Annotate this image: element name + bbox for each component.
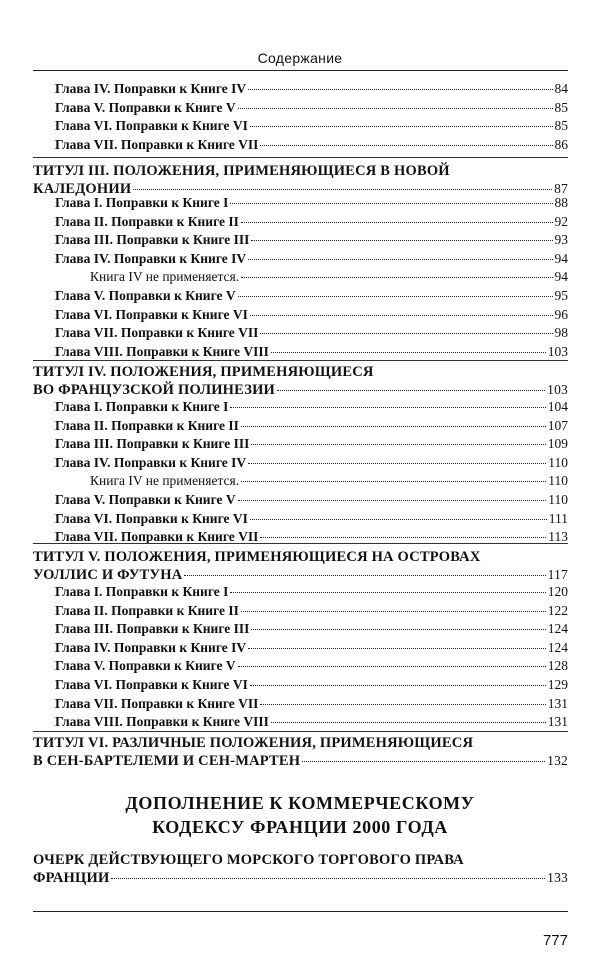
page-number: 87 — [554, 181, 568, 196]
section-heading-line: ТИТУЛ VI. РАЗЛИЧНЫЕ ПОЛОЖЕНИЯ, ПРИМЕНЯЮЩИЕСЯ — [33, 735, 474, 751]
dot-leader — [260, 537, 546, 538]
toc-entry[interactable] — [55, 602, 568, 620]
dot-leader — [241, 222, 553, 223]
page-number: 124 — [547, 621, 568, 636]
toc-entry[interactable] — [55, 250, 568, 268]
dot-leader — [230, 407, 545, 408]
dot-leader — [241, 611, 546, 612]
page-number: 117 — [547, 567, 568, 582]
entry-label: Глава IV. Поправки к Книге IV — [55, 640, 247, 655]
toc-entry[interactable] — [55, 417, 568, 435]
dot-leader — [230, 592, 545, 593]
dot-leader — [277, 390, 545, 391]
toc-entry[interactable] — [55, 287, 568, 305]
entry-label: Глава VI. Поправки к Книге VI — [55, 511, 248, 526]
dot-leader — [238, 296, 553, 297]
page-number: 110 — [548, 492, 568, 507]
dot-leader — [238, 500, 547, 501]
page-number: 107 — [547, 418, 568, 433]
page-number: 84 — [554, 81, 568, 96]
section-divider — [33, 543, 568, 544]
essay-heading-line-2: ФРАНЦИИ — [33, 870, 110, 886]
page-number: 110 — [548, 473, 568, 488]
dot-leader — [238, 666, 546, 667]
toc-entry[interactable] — [55, 435, 568, 453]
toc-entry[interactable] — [55, 117, 568, 135]
toc-entry[interactable] — [55, 583, 568, 601]
toc-entry[interactable] — [55, 136, 568, 154]
dot-leader — [241, 277, 552, 278]
toc-entry[interactable] — [55, 713, 568, 731]
dot-leader — [251, 444, 545, 445]
page-number: 122 — [547, 603, 568, 618]
dot-leader — [250, 685, 546, 686]
section-heading-entry[interactable] — [33, 381, 568, 399]
entry-label: Глава IV. Поправки к Книге IV — [55, 455, 247, 470]
toc-entry[interactable] — [55, 231, 568, 249]
entry-label: Глава IV. Поправки к Книге IV — [55, 81, 247, 96]
entry-note: Книга IV не применяется. — [90, 473, 240, 488]
section-heading-line: КАЛЕДОНИИ — [33, 181, 132, 197]
dot-leader — [241, 481, 546, 482]
entry-label: Глава I. Поправки к Книге I — [55, 584, 229, 599]
page-number: 95 — [554, 288, 568, 303]
section-heading-line: ТИТУЛ III. ПОЛОЖЕНИЯ, ПРИМЕНЯЮЩИЕСЯ В НОВОЙ — [33, 163, 450, 179]
entry-label: Глава VII. Поправки к Книге VII — [55, 529, 259, 544]
section-heading-entry[interactable] — [33, 566, 568, 584]
toc-entry[interactable] — [55, 695, 568, 713]
toc-entry[interactable] — [55, 491, 568, 509]
toc-entry[interactable] — [90, 472, 568, 490]
page-number: 109 — [547, 436, 568, 451]
toc-entry[interactable] — [55, 324, 568, 342]
entry-label: Глава V. Поправки к Книге V — [55, 492, 236, 507]
toc-entry[interactable] — [55, 639, 568, 657]
page-number: 120 — [547, 584, 568, 599]
page-number: 110 — [548, 455, 568, 470]
entry-label: Глава VIII. Поправки к Книге VIII — [55, 714, 269, 729]
dot-leader — [248, 89, 552, 90]
supplement-title-line-1: ДОПОЛНЕНИЕ К КОММЕРЧЕСКОМУ — [125, 793, 475, 813]
dot-leader — [230, 203, 552, 204]
toc-entry[interactable] — [55, 657, 568, 675]
entry-label: Глава IV. Поправки к Книге IV — [55, 251, 247, 266]
dot-leader — [248, 463, 546, 464]
page-number: 94 — [554, 269, 568, 284]
entry-label: Глава VI. Поправки к Книге VI — [55, 307, 248, 322]
dot-leader — [238, 108, 553, 109]
toc-entry[interactable] — [55, 620, 568, 638]
section-heading-line: ТИТУЛ V. ПОЛОЖЕНИЯ, ПРИМЕНЯЮЩИЕСЯ НА ОСТРОВАХ — [33, 549, 481, 565]
entry-label: Глава VI. Поправки к Книге VI — [55, 677, 248, 692]
entry-label: Глава I. Поправки к Книге I — [55, 399, 229, 414]
entry-label: Глава VIII. Поправки к Книге VIII — [55, 344, 269, 359]
page-number: 98 — [554, 325, 568, 340]
page-number: 133 — [547, 870, 568, 885]
dot-leader — [250, 126, 553, 127]
entry-label: Глава VII. Поправки к Книге VII — [55, 696, 259, 711]
page-number: 85 — [554, 100, 568, 115]
page-number: 103 — [547, 382, 568, 397]
dot-leader — [260, 145, 552, 146]
entry-note: Книга IV не применяется. — [90, 269, 240, 284]
dot-leader — [250, 315, 553, 316]
entry-label: Глава II. Поправки к Книге II — [55, 603, 239, 618]
page-number: 129 — [547, 677, 568, 692]
dot-leader — [248, 259, 552, 260]
section-heading-line: ВО ФРАНЦУЗСКОЙ ПОЛИНЕЗИИ — [33, 382, 276, 398]
toc-entry[interactable] — [55, 398, 568, 416]
page-number: 86 — [554, 137, 568, 152]
entry-label: Глава V. Поправки к Книге V — [55, 100, 236, 115]
dot-leader — [260, 333, 552, 334]
page-number: 92 — [554, 214, 568, 229]
dot-leader — [133, 189, 552, 190]
entry-label: Глава I. Поправки к Книге I — [55, 195, 229, 210]
toc-entry[interactable] — [55, 194, 568, 212]
section-heading-entry[interactable] — [33, 752, 568, 770]
page-number: 131 — [547, 696, 568, 711]
toc-entry[interactable] — [55, 80, 568, 98]
page-number: 111 — [548, 511, 568, 526]
entry-label: Глава VI. Поправки к Книге VI — [55, 118, 248, 133]
page-number: 132 — [547, 753, 568, 768]
entry-label: Глава III. Поправки к Книге III — [55, 436, 250, 451]
running-head: Содержание — [257, 50, 343, 66]
page-number: 88 — [554, 195, 568, 210]
footer-rule — [33, 911, 568, 912]
section-heading-line: В СЕН-БАРТЕЛЕМИ И СЕН-МАРТЕН — [33, 753, 301, 769]
toc-entry[interactable] — [55, 213, 568, 231]
dot-leader — [251, 240, 552, 241]
entry-label: Глава VII. Поправки к Книге VII — [55, 137, 259, 152]
dot-leader — [271, 722, 546, 723]
dot-leader — [241, 426, 546, 427]
dot-leader — [248, 648, 546, 649]
entry-label: Глава II. Поправки к Книге II — [55, 418, 239, 433]
toc-entry[interactable] — [55, 676, 568, 694]
page-number: 94 — [554, 251, 568, 266]
dot-leader — [250, 519, 547, 520]
entry-label: Глава II. Поправки к Книге II — [55, 214, 239, 229]
entry-label: Глава VII. Поправки к Книге VII — [55, 325, 259, 340]
section-divider — [33, 731, 568, 732]
dot-leader — [251, 629, 545, 630]
section-divider — [33, 360, 568, 361]
page-number: 96 — [554, 307, 568, 322]
dot-leader — [302, 761, 545, 762]
dot-leader — [184, 575, 545, 576]
section-heading-line: ТИТУЛ IV. ПОЛОЖЕНИЯ, ПРИМЕНЯЮЩИЕСЯ — [33, 364, 374, 380]
folio: 777 — [542, 932, 568, 949]
page-number: 85 — [554, 118, 568, 133]
supplement-title-line-2: КОДЕКСУ ФРАНЦИИ 2000 ГОДА — [152, 817, 448, 837]
essay-heading-line-1: ОЧЕРК ДЕЙСТВУЮЩЕГО МОРСКОГО ТОРГОВОГО ПРАВА — [33, 852, 464, 868]
header-rule — [33, 70, 568, 71]
page-number: 128 — [547, 658, 568, 673]
essay-heading-entry[interactable] — [33, 869, 568, 887]
entry-label: Глава V. Поправки к Книге V — [55, 288, 236, 303]
dot-leader — [271, 352, 546, 353]
toc-entry[interactable] — [55, 343, 568, 361]
entry-label: Глава III. Поправки к Книге III — [55, 232, 250, 247]
page-number: 131 — [547, 714, 568, 729]
section-divider — [33, 157, 568, 158]
page-number: 113 — [548, 529, 568, 544]
page-number: 124 — [547, 640, 568, 655]
toc-entry[interactable] — [55, 454, 568, 472]
page-number: 104 — [547, 399, 568, 414]
dot-leader — [111, 878, 545, 879]
entry-label: Глава V. Поправки к Книге V — [55, 658, 236, 673]
toc-entry[interactable] — [90, 268, 568, 286]
page-number: 93 — [554, 232, 568, 247]
toc-entry[interactable] — [55, 510, 568, 528]
page-number: 103 — [547, 344, 568, 359]
toc-entry[interactable] — [55, 306, 568, 324]
toc-entry[interactable] — [55, 99, 568, 117]
entry-label: Глава III. Поправки к Книге III — [55, 621, 250, 636]
dot-leader — [260, 704, 545, 705]
section-heading-line: УОЛЛИС И ФУТУНА — [33, 567, 183, 583]
